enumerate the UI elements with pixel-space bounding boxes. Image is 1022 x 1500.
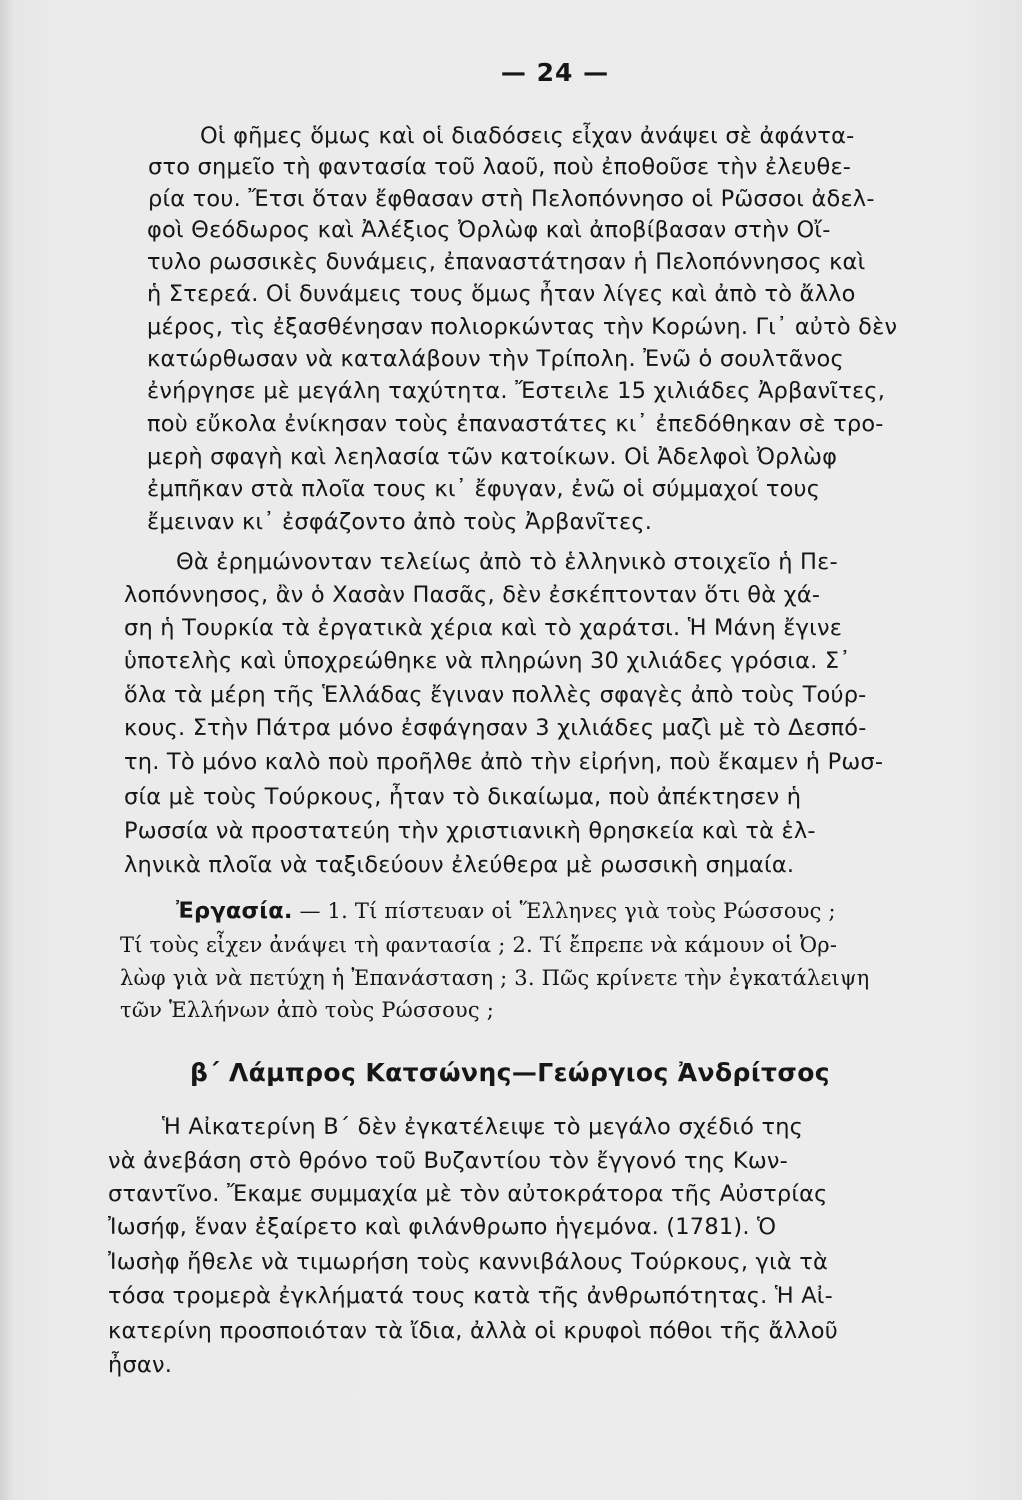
text-line: ἐνήργησε μὲ μεγάλη ταχύτητα. Ἔστειλε 15 χιλιάδες Ἀρβανῖτες,	[147, 378, 886, 404]
exercise-question-1: — 1. Τί πίστευαν οἱ Ἕλληνες γιὰ τοὺς Ρώσσους ;	[292, 899, 836, 923]
text-line: λοπόννησος, ἂν ὁ Χασὰν Πασᾶς, δὲν ἐσκέπτονταν ὅτι θὰ χά-	[124, 582, 821, 608]
text-line: Ἰωσήφ, ἕναν ἐξαίρετο καὶ φιλάνθρωπο ἡγεμόνα. (1781). Ὁ	[108, 1214, 777, 1240]
text-line: μερὴ σφαγὴ καὶ λεηλασία τῶν κατοίκων. Οἱ Ἀδελφοὶ Ὀρλὼφ	[147, 444, 838, 470]
text-line: Θὰ ἐρημώνονταν τελείως ἀπὸ τὸ ἑλληνικὸ στοιχεῖο ἡ Πε-	[176, 549, 838, 575]
text-line: τυλο ρωσσικὲς δυνάμεις, ἐπαναστάτησαν ἡ Πελοπόννησος καὶ	[147, 249, 866, 275]
text-line: σταντῖνο. Ἔκαμε συμμαχία μὲ τὸν αὐτοκράτορα τῆς Αὐστρίας	[108, 1181, 828, 1207]
text-line: ἔμειναν κι᾽ ἐσφάζοντο ἀπὸ τοὺς Ἀρβανῖτες.	[147, 509, 653, 535]
text-line: κατώρθωσαν νὰ καταλάβουν τὴν Τρίπολη. Ἐνῶ ὁ σουλτᾶνος	[147, 346, 844, 372]
text-line: ὅλα τὰ μέρη τῆς Ἑλλάδας ἔγιναν πολλὲς σφαγὲς ἀπὸ τοὺς Τούρ-	[124, 682, 867, 708]
text-line: κατερίνη προσποιόταν τὰ ἴδια, ἀλλὰ οἱ κρυφοὶ πόθοι τῆς ἄλλοῦ	[108, 1318, 838, 1344]
section-heading: β΄ Λάμπρος Κατσώνης—Γεώργιος Ἀνδρίτσος	[190, 1058, 831, 1087]
text-line: νὰ ἀνεβάση στὸ θρόνο τοῦ Βυζαντίου τὸν ἔγγονό της Κων-	[108, 1148, 788, 1174]
exercise-line: τῶν Ἑλλήνων ἀπὸ τοὺς Ρώσσους ;	[120, 998, 494, 1022]
text-line: Ρωσσία νὰ προστατεύη τὴν χριστιανικὴ θρησκεία καὶ τὰ ἑλ-	[124, 818, 816, 844]
exercise-line: λὼφ γιὰ νὰ πετύχη ἡ Ἐπανάσταση ; 3. Πῶς κρίνετε τὴν ἐγκατάλειψη	[120, 966, 870, 990]
text-line: ληνικὰ πλοῖα νὰ ταξιδεύουν ἐλεύθερα μὲ ρωσσικὴ σημαία.	[124, 852, 795, 878]
text-line: ἦσαν.	[108, 1352, 173, 1378]
exercise-line: Τί τοὺς εἶχεν ἀνάψει τὴ φαντασία ; 2. Τί ἔπρεπε νὰ κάμουν οἱ Ὀρ-	[120, 933, 838, 957]
exercise-label: Ἐργασία.	[176, 898, 293, 924]
text-line: σία μὲ τοὺς Τούρκους, ἦταν τὸ δικαίωμα, ποὺ ἀπέκτησεν ἡ	[124, 784, 802, 810]
text-line: κους. Στὴν Πάτρα μόνο ἐσφάγησαν 3 χιλιάδες μαζὶ μὲ τὸ Δεσπό-	[124, 715, 867, 741]
text-line: ρία του. Ἔτσι ὅταν ἔφθασαν στὴ Πελοπόννησο οἱ Ρῶσσοι ἀδελ-	[148, 186, 875, 212]
text-line: τη. Τὸ μόνο καλὸ ποὺ προῆλθε ἀπὸ τὴν εἰρήνη, ποὺ ἔκαμεν ἡ Ρωσ-	[124, 749, 884, 775]
text-line: τόσα τρομερὰ ἐγκλήματά τους κατὰ τῆς ἀνθρωπότητας. Ἡ Αἰ-	[108, 1283, 833, 1309]
text-line: Οἱ φῆμες ὅμως καὶ οἱ διαδόσεις εἶχαν ἀνάψει σὲ ἀφάντα-	[200, 123, 855, 149]
text-line: Ἰωσὴφ ἤθελε νὰ τιμωρήση τοὺς καννιβάλους Τούρκους, γιὰ τὰ	[108, 1249, 829, 1275]
text-line: ὑποτελὴς καὶ ὑποχρεώθηκε νὰ πληρώνη 30 χιλιάδες γρόσια. Σ᾽	[124, 648, 851, 674]
text-line: στο σημεῖο τὴ φαντασία τοῦ λαοῦ, ποὺ ἐποθοῦσε τὴν ἐλευθε-	[148, 154, 852, 180]
page-number: — 24 —	[500, 58, 610, 87]
text-line: ἡ Στερεά. Οἱ δυνάμεις τους ὅμως ἦταν λίγες καὶ ἀπὸ τὸ ἄλλο	[147, 281, 856, 307]
exercise-first-line	[176, 898, 836, 924]
text-line: Ἡ Αἰκατερίνη Β΄ δὲν ἐγκατέλειψε τὸ μεγάλο σχέδιό της	[162, 1114, 804, 1140]
text-line: μέρος, τὶς ἐξασθένησαν πολιορκώντας τὴν Κορώνη. Γι᾽ αὐτὸ δὲν	[147, 314, 898, 340]
text-line: ἐμπῆκαν στὰ πλοῖα τους κι᾽ ἔφυγαν, ἐνῶ οἱ σύμμαχοί τους	[147, 476, 821, 502]
text-line: φοὶ Θεόδωρος καὶ Ἀλέξιος Ὀρλὼφ καὶ ἀποβίβασαν στὴν Οἴ-	[147, 217, 831, 243]
text-line: ση ἡ Τουρκία τὰ ἐργατικὰ χέρια καὶ τὸ χαράτσι. Ἡ Μάνη ἔγινε	[124, 615, 843, 641]
text-line: ποὺ εὔκολα ἐνίκησαν τοὺς ἐπαναστάτες κι᾽ ἐπεδόθηκαν σὲ τρο-	[147, 411, 884, 437]
